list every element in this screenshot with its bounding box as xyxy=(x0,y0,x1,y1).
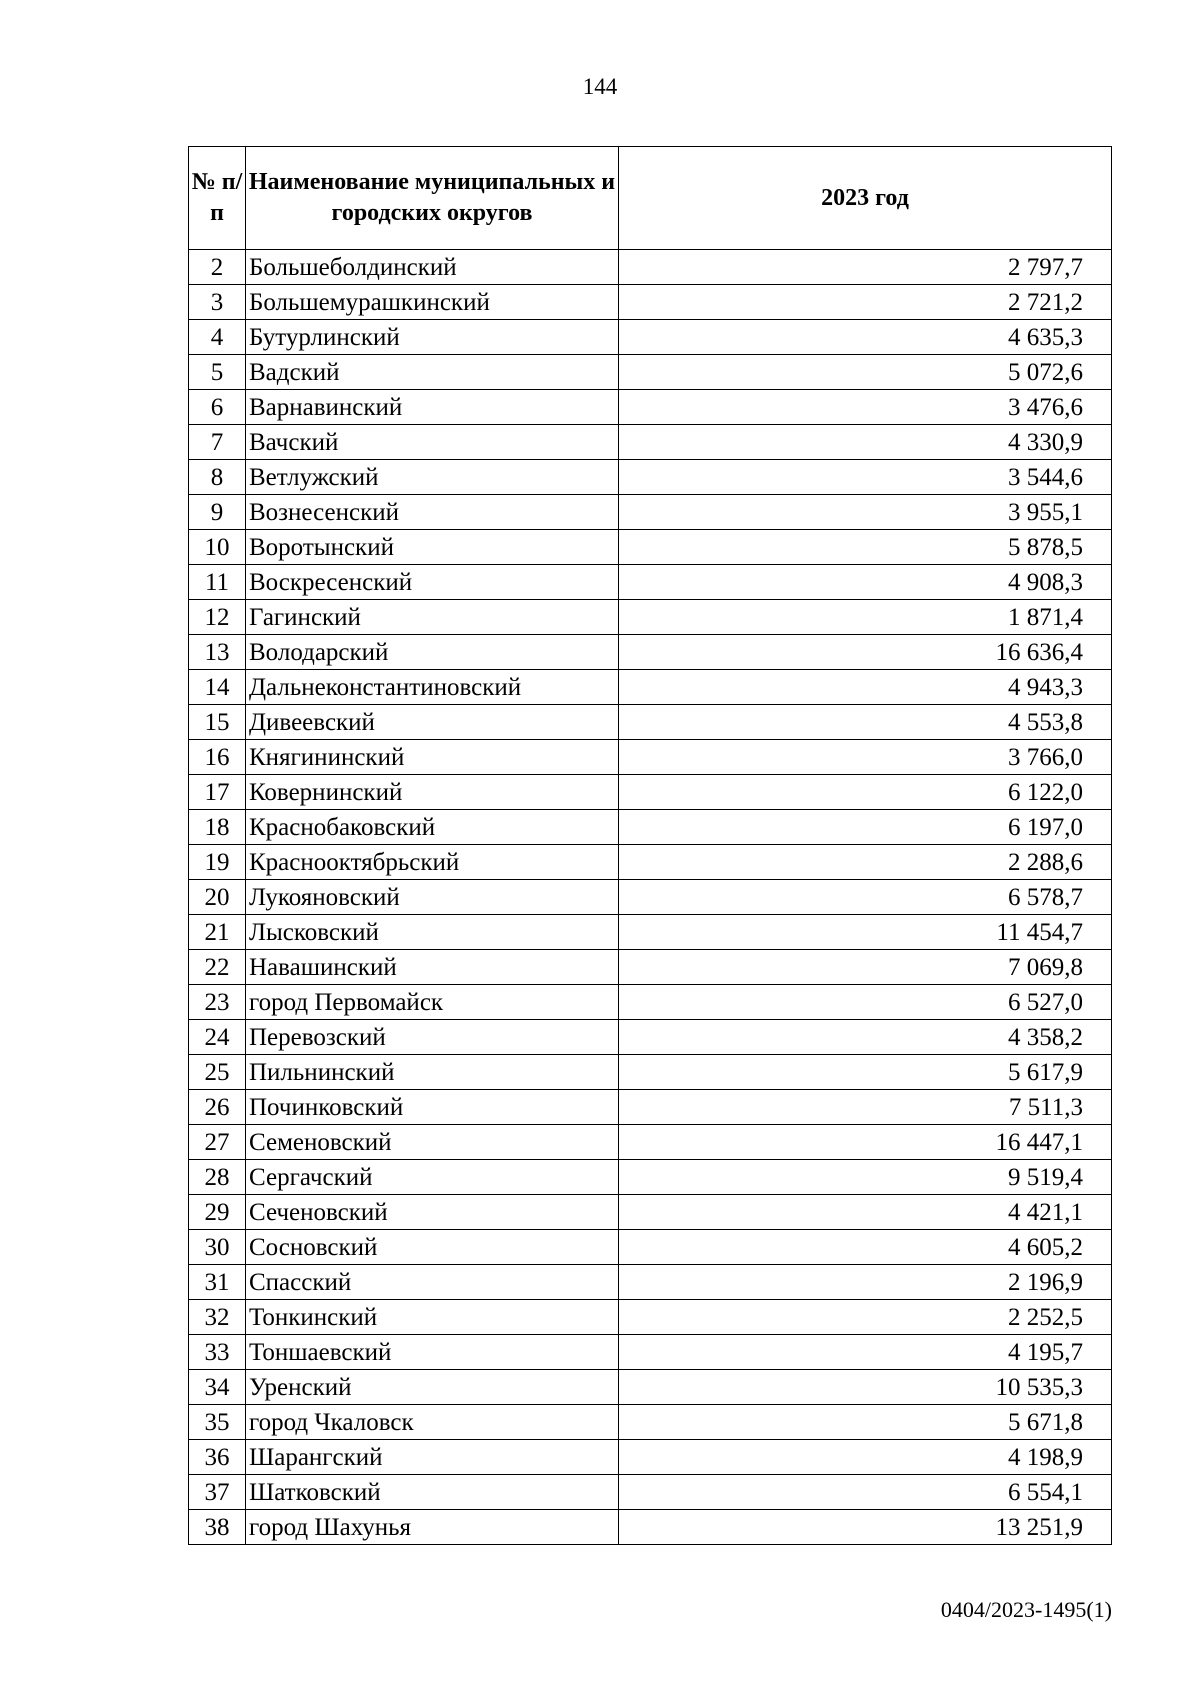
table-row xyxy=(189,1440,1112,1475)
row-name: Вознесенский xyxy=(246,495,619,530)
row-value: 4 635,3 xyxy=(619,320,1112,355)
table-row xyxy=(189,1090,1112,1125)
header-name-label: Наименование муниципальных и городских округов xyxy=(248,169,616,226)
row-number: 37 xyxy=(189,1475,246,1510)
table-row xyxy=(189,705,1112,740)
row-value: 2 288,6 xyxy=(619,845,1112,880)
row-name: город Чкаловск xyxy=(246,1405,619,1440)
row-number: 26 xyxy=(189,1090,246,1125)
row-name: Пильнинский xyxy=(246,1055,619,1090)
row-value: 2 797,7 xyxy=(619,250,1112,285)
row-number: 7 xyxy=(189,425,246,460)
row-name: Лукояновский xyxy=(246,880,619,915)
document-code: 0404/2023-1495(1) xyxy=(940,1597,1112,1622)
table-row xyxy=(189,775,1112,810)
row-value: 3 476,6 xyxy=(619,390,1112,425)
table-row xyxy=(189,1300,1112,1335)
row-number: 21 xyxy=(189,915,246,950)
row-number: 5 xyxy=(189,355,246,390)
row-value: 4 908,3 xyxy=(619,565,1112,600)
row-name: город Шахунья xyxy=(246,1510,619,1545)
row-name: Лысковский xyxy=(246,915,619,950)
table-header-row xyxy=(189,147,1112,250)
row-number: 29 xyxy=(189,1195,246,1230)
row-name: Починковский xyxy=(246,1090,619,1125)
table-row xyxy=(189,1055,1112,1090)
row-name: Воскресенский xyxy=(246,565,619,600)
row-number: 18 xyxy=(189,810,246,845)
row-value: 13 251,9 xyxy=(619,1510,1112,1545)
table-row xyxy=(189,320,1112,355)
row-value: 6 197,0 xyxy=(619,810,1112,845)
row-value: 4 358,2 xyxy=(619,1020,1112,1055)
row-value: 9 519,4 xyxy=(619,1160,1112,1195)
row-name: Ветлужский xyxy=(246,460,619,495)
row-value: 16 636,4 xyxy=(619,635,1112,670)
table-row xyxy=(189,915,1112,950)
row-value: 4 195,7 xyxy=(619,1335,1112,1370)
row-number: 23 xyxy=(189,985,246,1020)
table-row xyxy=(189,1265,1112,1300)
row-name: Спасский xyxy=(246,1265,619,1300)
row-name: Володарский xyxy=(246,635,619,670)
row-value: 5 072,6 xyxy=(619,355,1112,390)
row-number: 34 xyxy=(189,1370,246,1405)
table-row xyxy=(189,530,1112,565)
row-name: Варнавинский xyxy=(246,390,619,425)
row-name: Уренский xyxy=(246,1370,619,1405)
municipal-data-table xyxy=(188,146,1112,1545)
row-name: Гагинский xyxy=(246,600,619,635)
row-name: Ковернинский xyxy=(246,775,619,810)
row-name: Дальнеконстантиновский xyxy=(246,670,619,705)
row-number: 30 xyxy=(189,1230,246,1265)
header-number-label: № п/п xyxy=(191,169,243,226)
row-number: 10 xyxy=(189,530,246,565)
row-value: 2 252,5 xyxy=(619,1300,1112,1335)
row-number: 31 xyxy=(189,1265,246,1300)
table-row xyxy=(189,740,1112,775)
row-name: Перевозский xyxy=(246,1020,619,1055)
row-value: 6 122,0 xyxy=(619,775,1112,810)
row-name: Краснобаковский xyxy=(246,810,619,845)
table-row xyxy=(189,845,1112,880)
header-year xyxy=(619,147,1112,250)
row-name: Сергачский xyxy=(246,1160,619,1195)
table-row xyxy=(189,635,1112,670)
row-name: Вачский xyxy=(246,425,619,460)
row-number: 35 xyxy=(189,1405,246,1440)
table-row xyxy=(189,1510,1112,1545)
page-number: 144 xyxy=(582,74,618,99)
table-row xyxy=(189,495,1112,530)
row-number: 28 xyxy=(189,1160,246,1195)
table-row xyxy=(189,950,1112,985)
table-row xyxy=(189,1405,1112,1440)
row-value: 5 617,9 xyxy=(619,1055,1112,1090)
row-name: Тонкинский xyxy=(246,1300,619,1335)
table-row xyxy=(189,1125,1112,1160)
row-number: 4 xyxy=(189,320,246,355)
row-name: Бутурлинский xyxy=(246,320,619,355)
table-row xyxy=(189,1160,1112,1195)
row-number: 32 xyxy=(189,1300,246,1335)
row-number: 13 xyxy=(189,635,246,670)
row-number: 17 xyxy=(189,775,246,810)
header-year-label: 2023 год xyxy=(821,184,909,211)
row-number: 16 xyxy=(189,740,246,775)
table-row xyxy=(189,600,1112,635)
row-value: 1 871,4 xyxy=(619,600,1112,635)
row-number: 22 xyxy=(189,950,246,985)
row-number: 12 xyxy=(189,600,246,635)
row-number: 38 xyxy=(189,1510,246,1545)
row-value: 6 578,7 xyxy=(619,880,1112,915)
row-number: 15 xyxy=(189,705,246,740)
table-row xyxy=(189,1475,1112,1510)
header-name xyxy=(246,147,619,250)
table-row xyxy=(189,880,1112,915)
table-row xyxy=(189,985,1112,1020)
row-number: 25 xyxy=(189,1055,246,1090)
row-value: 7 511,3 xyxy=(619,1090,1112,1125)
row-value: 6 554,1 xyxy=(619,1475,1112,1510)
table-row xyxy=(189,1370,1112,1405)
table-row xyxy=(189,1335,1112,1370)
row-name: Шатковский xyxy=(246,1475,619,1510)
row-value: 3 544,6 xyxy=(619,460,1112,495)
row-number: 20 xyxy=(189,880,246,915)
row-number: 2 xyxy=(189,250,246,285)
row-value: 5 671,8 xyxy=(619,1405,1112,1440)
table-row xyxy=(189,390,1112,425)
row-name: Шарангский xyxy=(246,1440,619,1475)
row-name: город Первомайск xyxy=(246,985,619,1020)
row-value: 4 198,9 xyxy=(619,1440,1112,1475)
row-value: 5 878,5 xyxy=(619,530,1112,565)
row-number: 9 xyxy=(189,495,246,530)
row-value: 2 721,2 xyxy=(619,285,1112,320)
row-number: 6 xyxy=(189,390,246,425)
row-value: 11 454,7 xyxy=(619,915,1112,950)
row-value: 4 330,9 xyxy=(619,425,1112,460)
row-value: 7 069,8 xyxy=(619,950,1112,985)
table-row xyxy=(189,460,1112,495)
row-name: Навашинский xyxy=(246,950,619,985)
table-row xyxy=(189,285,1112,320)
row-name: Семеновский xyxy=(246,1125,619,1160)
row-number: 33 xyxy=(189,1335,246,1370)
table-row xyxy=(189,355,1112,390)
row-name: Дивеевский xyxy=(246,705,619,740)
row-number: 36 xyxy=(189,1440,246,1475)
table-row xyxy=(189,565,1112,600)
row-name: Большеболдинский xyxy=(246,250,619,285)
row-name: Княгининский xyxy=(246,740,619,775)
table-row xyxy=(189,1020,1112,1055)
row-name: Вадский xyxy=(246,355,619,390)
row-value: 2 196,9 xyxy=(619,1265,1112,1300)
row-value: 4 943,3 xyxy=(619,670,1112,705)
row-number: 3 xyxy=(189,285,246,320)
row-value: 3 766,0 xyxy=(619,740,1112,775)
row-name: Сеченовский xyxy=(246,1195,619,1230)
row-value: 4 605,2 xyxy=(619,1230,1112,1265)
row-value: 4 421,1 xyxy=(619,1195,1112,1230)
row-value: 10 535,3 xyxy=(619,1370,1112,1405)
table-row xyxy=(189,1230,1112,1265)
row-name: Тоншаевский xyxy=(246,1335,619,1370)
row-number: 24 xyxy=(189,1020,246,1055)
row-value: 16 447,1 xyxy=(619,1125,1112,1160)
table-row xyxy=(189,250,1112,285)
row-number: 14 xyxy=(189,670,246,705)
header-number xyxy=(189,147,246,250)
row-number: 19 xyxy=(189,845,246,880)
table-row xyxy=(189,810,1112,845)
row-value: 3 955,1 xyxy=(619,495,1112,530)
row-number: 27 xyxy=(189,1125,246,1160)
row-name: Большемурашкинский xyxy=(246,285,619,320)
row-name: Воротынский xyxy=(246,530,619,565)
table-row xyxy=(189,425,1112,460)
row-number: 8 xyxy=(189,460,246,495)
row-value: 6 527,0 xyxy=(619,985,1112,1020)
table-row xyxy=(189,1195,1112,1230)
row-name: Краснооктябрьский xyxy=(246,845,619,880)
row-value: 4 553,8 xyxy=(619,705,1112,740)
row-name: Сосновский xyxy=(246,1230,619,1265)
table-row xyxy=(189,670,1112,705)
row-number: 11 xyxy=(189,565,246,600)
